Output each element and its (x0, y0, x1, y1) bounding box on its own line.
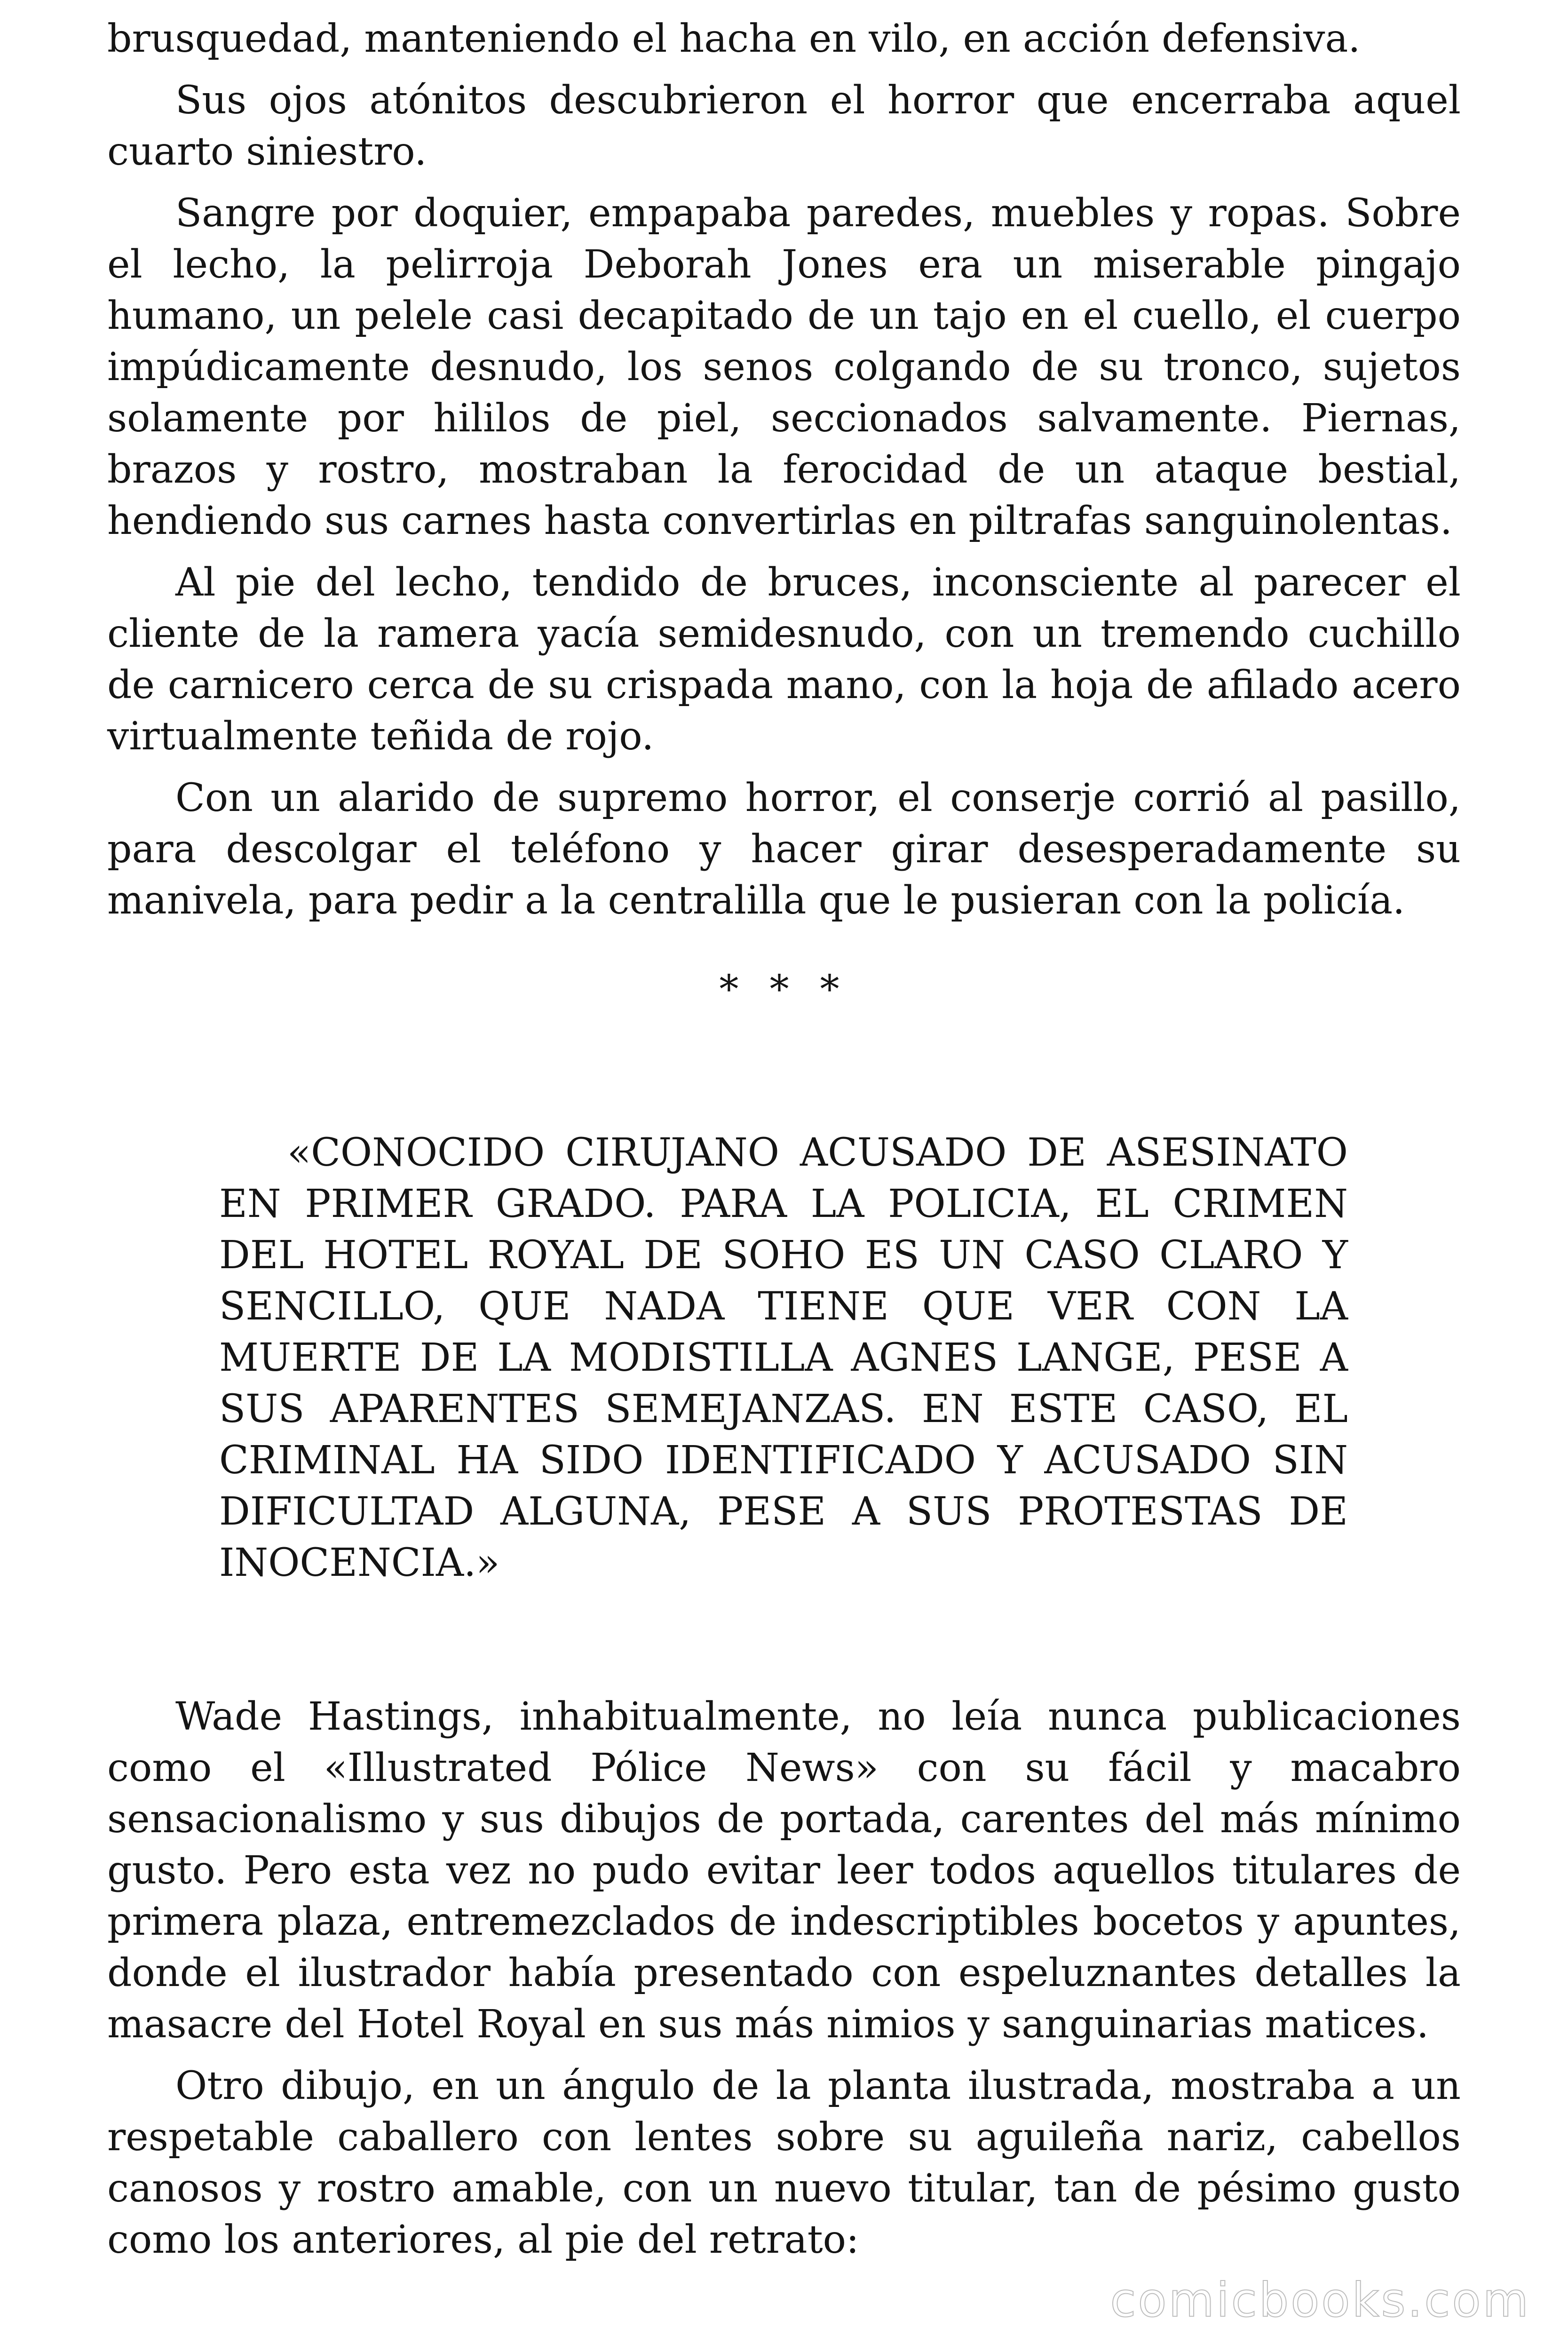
page-body (107, 13, 1461, 2276)
section-separator: * * * (719, 967, 849, 1012)
paragraph: Sangre por doquier, empapaba paredes, muebles y ropas. Sobre el lecho, la pelirroja Deborah Jones era un miserable pingajo humano, un pelele casi decapitado de un tajo en el cuello, el cuerpo impúdicamente desnudo, los senos colgando de su tronco, sujetos solamente por hililos de piel, seccionados salvamente. Piernas, brazos y rostro, mostraban la ferocidad de un ataque bestial, hendiendo sus carnes hasta convertirlas en piltrafas sanguinolentas. (107, 191, 1461, 543)
paragraph: Al pie del lecho, tendido de bruces, inconsciente al parecer el cliente de la ramera yacía semidesnudo, con un tremendo cuchillo de carnicero cerca de su crispada mano, con la hoja de afilado acero virtualmente teñida de rojo. (107, 560, 1461, 759)
paragraph-continuation: brusquedad, manteniendo el hacha en vilo, en acción defensiva. (107, 16, 1361, 61)
watermark: comicbooks.com (1110, 2273, 1530, 2328)
closing-section (107, 1691, 1461, 2265)
paragraph: Wade Hastings, inhabitualmente, no leía nunca publicaciones como el «Illustrated Pólice News» con su fácil y macabro sensacionalismo y sus dibujos de portada, carentes del más mínimo gusto. Pero esta vez no pudo evitar leer todos aquellos titulares de primera plaza, entremezclados de indescriptibles bocetos y apuntes, donde el ilustrador había presentado con espeluznantes detalles la masacre del Hotel Royal en sus más nimios y sanguinarias matices. (107, 1694, 1461, 2047)
newspaper-clipping (107, 1127, 1461, 1589)
paragraph: Otro dibujo, en un ángulo de la planta ilustrada, mostraba a un respetable caballero con lentes sobre su aguileña nariz, cabellos canosos y rostro amable, con un nuevo titular, tan de pésimo gusto como los anteriores, al pie del retrato: (107, 2064, 1461, 2262)
paragraph: Sus ojos atónitos descubrieron el horror que encerraba aquel cuarto siniestro. (107, 78, 1461, 174)
paragraph: Con un alarido de supremo horror, el conserje corrió al pasillo, para descolgar el teléfono y hacer girar desesperadamente su manivela, para pedir a la centralilla que le pusieran con la policía. (107, 776, 1461, 923)
clipping-text: «CONOCIDO CIRUJANO ACUSADO DE ASESINATO EN PRIMER GRADO. PARA LA POLICIA, EL CRIMEN DEL HOTEL ROYAL DE SOHO ES UN CASO CLARO Y SENCILLO, QUE NADA TIENE QUE VER CON LA MUERTE DE LA MODISTILLA AGNES LANGE, PESE A SUS APARENTES SEMEJANZAS. EN ESTE CASO, EL CRIMINAL HA SIDO IDENTIFICADO Y ACUSADO SIN DIFICULTAD ALGUNA, PESE A SUS PROTESTAS DE INOCENCIA.» (219, 1130, 1348, 1585)
